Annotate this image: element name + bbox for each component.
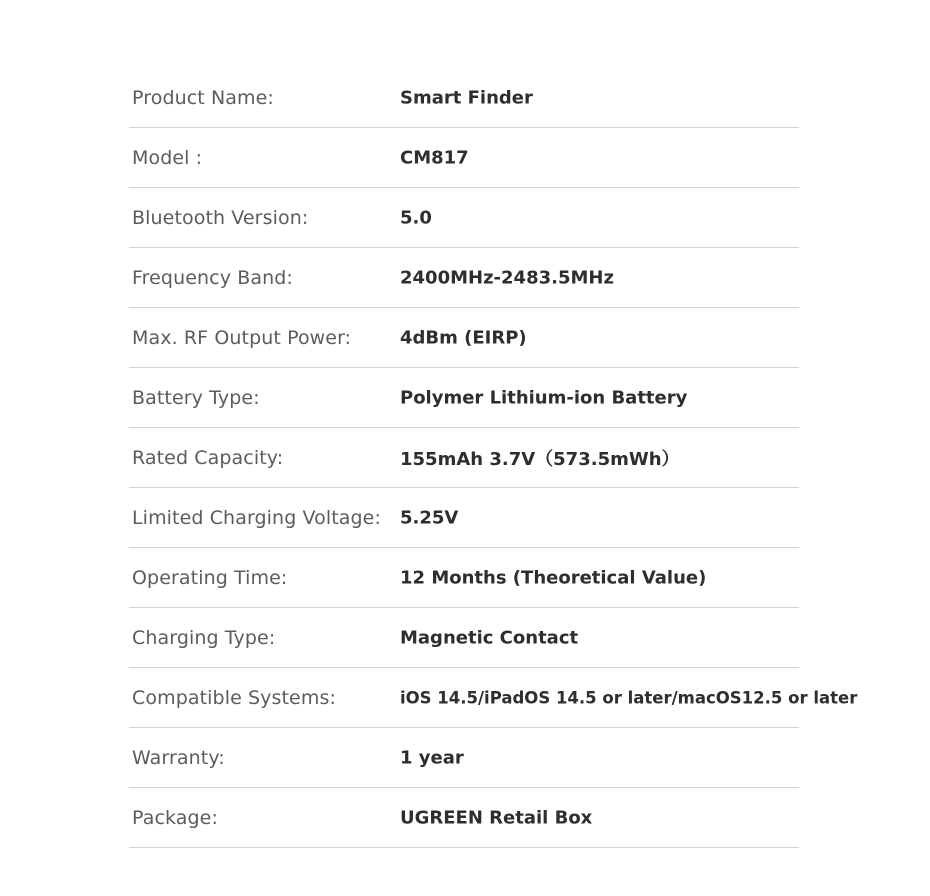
spec-value: Magnetic Contact (400, 627, 579, 648)
spec-row-rf-output-power (129, 308, 799, 368)
spec-value: 5.0 (400, 207, 432, 228)
spec-row-rated-capacity (129, 428, 799, 488)
spec-row-model (129, 128, 799, 188)
spec-row-product-name (129, 68, 799, 128)
spec-label: Compatible Systems: (132, 686, 336, 709)
spec-label: Frequency Band: (132, 266, 293, 289)
spec-row-frequency-band (129, 248, 799, 308)
spec-label: Bluetooth Version: (132, 206, 309, 229)
spec-value: UGREEN Retail Box (400, 807, 593, 828)
spec-row-bluetooth-version (129, 188, 799, 248)
spec-value: CM817 (400, 147, 469, 168)
spec-row-charging-type (129, 608, 799, 668)
spec-label: Operating Time: (132, 566, 288, 589)
spec-label: Max. RF Output Power: (132, 326, 352, 349)
spec-value: Smart Finder (400, 87, 533, 108)
spec-row-battery-type (129, 368, 799, 428)
spec-value: 1 year (400, 747, 464, 768)
spec-value: 2400MHz-2483.5MHz (400, 267, 614, 288)
spec-label: Rated Capacity: (132, 446, 284, 469)
spec-table (129, 68, 858, 848)
spec-row-compatible-systems (129, 668, 858, 728)
spec-label: Model : (132, 146, 203, 169)
spec-value: 155mAh 3.7V（573.5mWh） (400, 448, 680, 470)
spec-row-operating-time (129, 548, 799, 608)
spec-label: Charging Type: (132, 626, 276, 649)
spec-label: Warranty: (132, 746, 225, 769)
spec-value: 4dBm (EIRP) (400, 327, 527, 348)
spec-label: Package: (132, 806, 218, 829)
spec-label: Battery Type: (132, 386, 260, 409)
spec-value: 5.25V (400, 507, 459, 528)
spec-value: 12 Months (Theoretical Value) (400, 567, 707, 588)
spec-row-package (129, 788, 799, 848)
spec-label: Product Name: (132, 86, 274, 109)
spec-label: Limited Charging Voltage: (132, 506, 381, 529)
spec-value: Polymer Lithium-ion Battery (400, 387, 688, 408)
spec-row-charging-voltage (129, 488, 799, 548)
spec-row-warranty (129, 728, 799, 788)
spec-value: iOS 14.5/iPadOS 14.5 or later/macOS12.5 or later (400, 688, 858, 707)
